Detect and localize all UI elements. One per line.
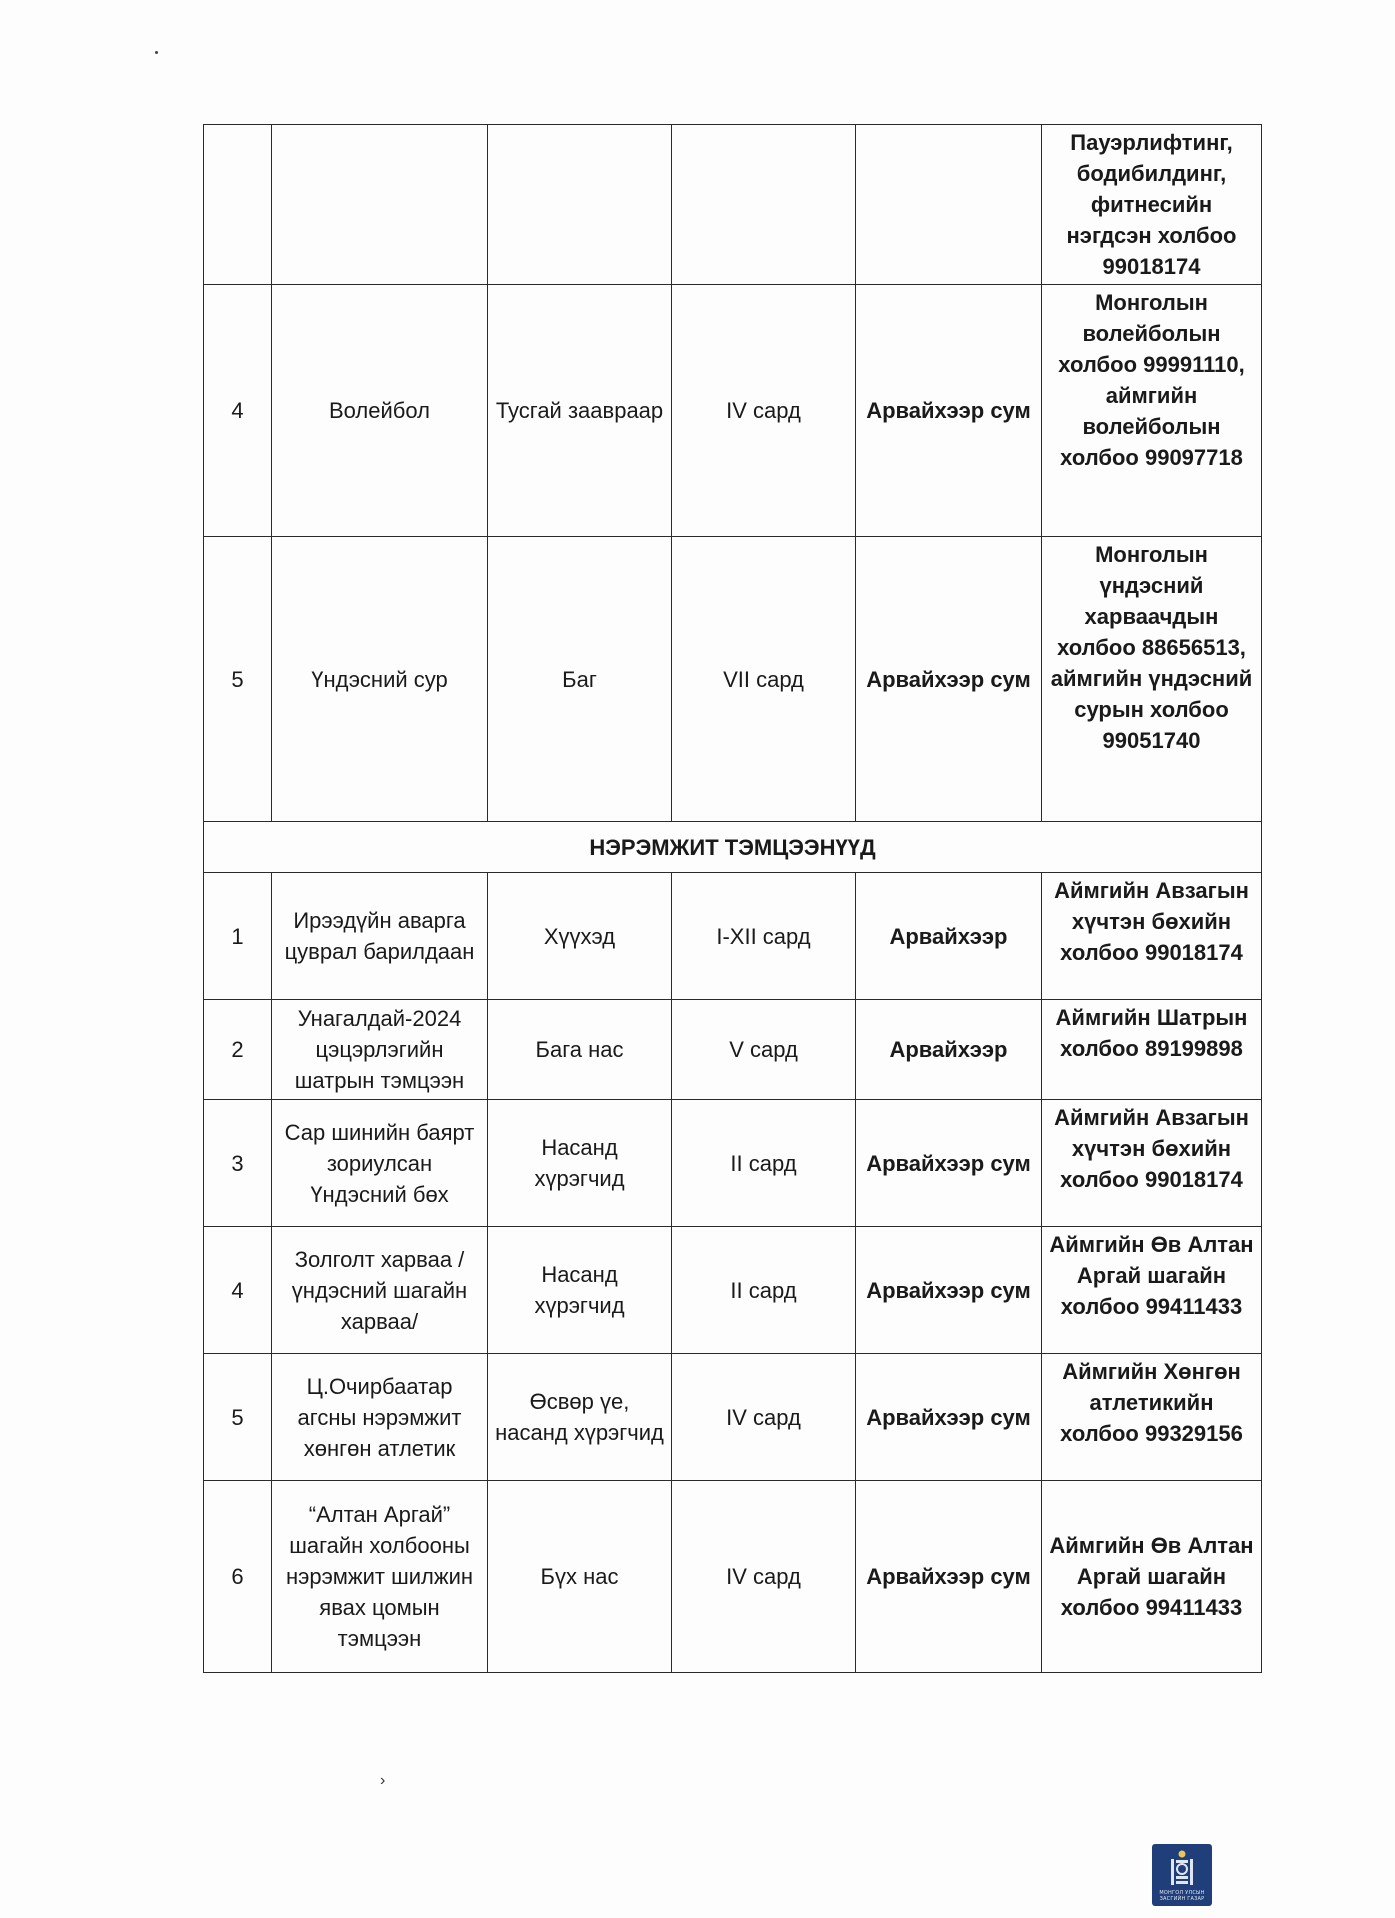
participants: Баг	[488, 537, 672, 822]
row-number: 4	[204, 1227, 272, 1354]
table-row	[204, 537, 1262, 822]
event-name: Үндэсний сур	[272, 537, 488, 822]
row-number: 4	[204, 285, 272, 537]
event-place: Арвайхээр сум	[856, 1354, 1042, 1481]
event-month: V сард	[672, 1000, 856, 1100]
government-logo	[1152, 1844, 1212, 1906]
section-header-row	[204, 822, 1262, 873]
organizer: Аймгийн Шатрын холбоо 89199898	[1042, 1000, 1262, 1100]
event-name: “Алтан Аргай” шагайн холбооны нэрэмжит шилжин явах цомын тэмцээн	[272, 1481, 488, 1673]
table-row	[204, 1354, 1262, 1481]
event-month: II сард	[672, 1100, 856, 1227]
participants: Хүүхэд	[488, 873, 672, 1000]
event-place: Арвайхээр сум	[856, 537, 1042, 822]
event-name: Ц.Очирбаатар агсны нэрэмжит хөнгөн атлетик	[272, 1354, 488, 1481]
table-row	[204, 1481, 1262, 1673]
event-name: Волейбол	[272, 285, 488, 537]
table-row	[204, 285, 1262, 537]
participants: Өсвөр үе, насанд хүрэгчид	[488, 1354, 672, 1481]
event-place: Арвайхээр сум	[856, 1100, 1042, 1227]
organizer: Аймгийн Өв Алтан Аргай шагайн холбоо 99411433	[1042, 1227, 1262, 1354]
event-place: Арвайхээр сум	[856, 1227, 1042, 1354]
event-place: Арвайхээр	[856, 873, 1042, 1000]
soyombo-emblem-icon	[1167, 1849, 1197, 1889]
participants: Бүх нас	[488, 1481, 672, 1673]
event-place	[856, 125, 1042, 285]
table-row	[204, 125, 1262, 285]
participants: Насанд хүрэгчид	[488, 1227, 672, 1354]
event-name: Ирээдүйн аварга цуврал барилдаан	[272, 873, 488, 1000]
scan-mark: ›	[380, 1772, 386, 1789]
row-number: 3	[204, 1100, 272, 1227]
row-number: 1	[204, 873, 272, 1000]
event-place: Арвайхээр	[856, 1000, 1042, 1100]
participants: Тусгай заавраар	[488, 285, 672, 537]
event-place: Арвайхээр сум	[856, 1481, 1042, 1673]
event-month: I-XII сард	[672, 873, 856, 1000]
event-month: IV сард	[672, 285, 856, 537]
row-number: 5	[204, 537, 272, 822]
scan-speck	[155, 51, 158, 54]
row-number	[204, 125, 272, 285]
event-place: Арвайхээр сум	[856, 285, 1042, 537]
organizer: Монголын волейболын холбоо 99991110, аймгийн волейболын холбоо 99097718	[1042, 285, 1262, 537]
event-name: Унагалдай-2024 цэцэрлэгийн шатрын тэмцээн	[272, 1000, 488, 1100]
events-table	[203, 124, 1262, 1673]
row-number: 5	[204, 1354, 272, 1481]
organizer: Пауэрлифтинг, бодибилдинг, фитнесийн нэгдсэн холбоо 99018174	[1042, 125, 1262, 285]
event-name: Золголт харваа /үндэсний шагайн харваа/	[272, 1227, 488, 1354]
organizer: Аймгийн Авзагын хүчтэн бөхийн холбоо 99018174	[1042, 873, 1262, 1000]
organizer: Аймгийн Хөнгөн атлетикийн холбоо 99329156	[1042, 1354, 1262, 1481]
participants: Бага нас	[488, 1000, 672, 1100]
organizer: Аймгийн Авзагын хүчтэн бөхийн холбоо 99018174	[1042, 1100, 1262, 1227]
table-row	[204, 1227, 1262, 1354]
row-number: 6	[204, 1481, 272, 1673]
table-row	[204, 1000, 1262, 1100]
logo-caption: МОНГОЛ УЛСЫН ЗАСГИЙН ГАЗАР	[1159, 1890, 1205, 1902]
table-row	[204, 873, 1262, 1000]
organizer: Монголын үндэсний харваачдын холбоо 88656513, аймгийн үндэсний сурын холбоо 99051740	[1042, 537, 1262, 822]
event-month	[672, 125, 856, 285]
event-month: VII сард	[672, 537, 856, 822]
event-month: IV сард	[672, 1481, 856, 1673]
event-month: II сард	[672, 1227, 856, 1354]
section-title: НЭРЭМЖИТ ТЭМЦЭЭНҮҮД	[204, 822, 1262, 873]
row-number: 2	[204, 1000, 272, 1100]
table-row	[204, 1100, 1262, 1227]
event-month: IV сард	[672, 1354, 856, 1481]
participants: Насанд хүрэгчид	[488, 1100, 672, 1227]
event-name: Сар шинийн баярт зориулсан Үндэсний бөх	[272, 1100, 488, 1227]
participants	[488, 125, 672, 285]
event-name	[272, 125, 488, 285]
organizer: Аймгийн Өв Алтан Аргай шагайн холбоо 99411433	[1042, 1481, 1262, 1673]
